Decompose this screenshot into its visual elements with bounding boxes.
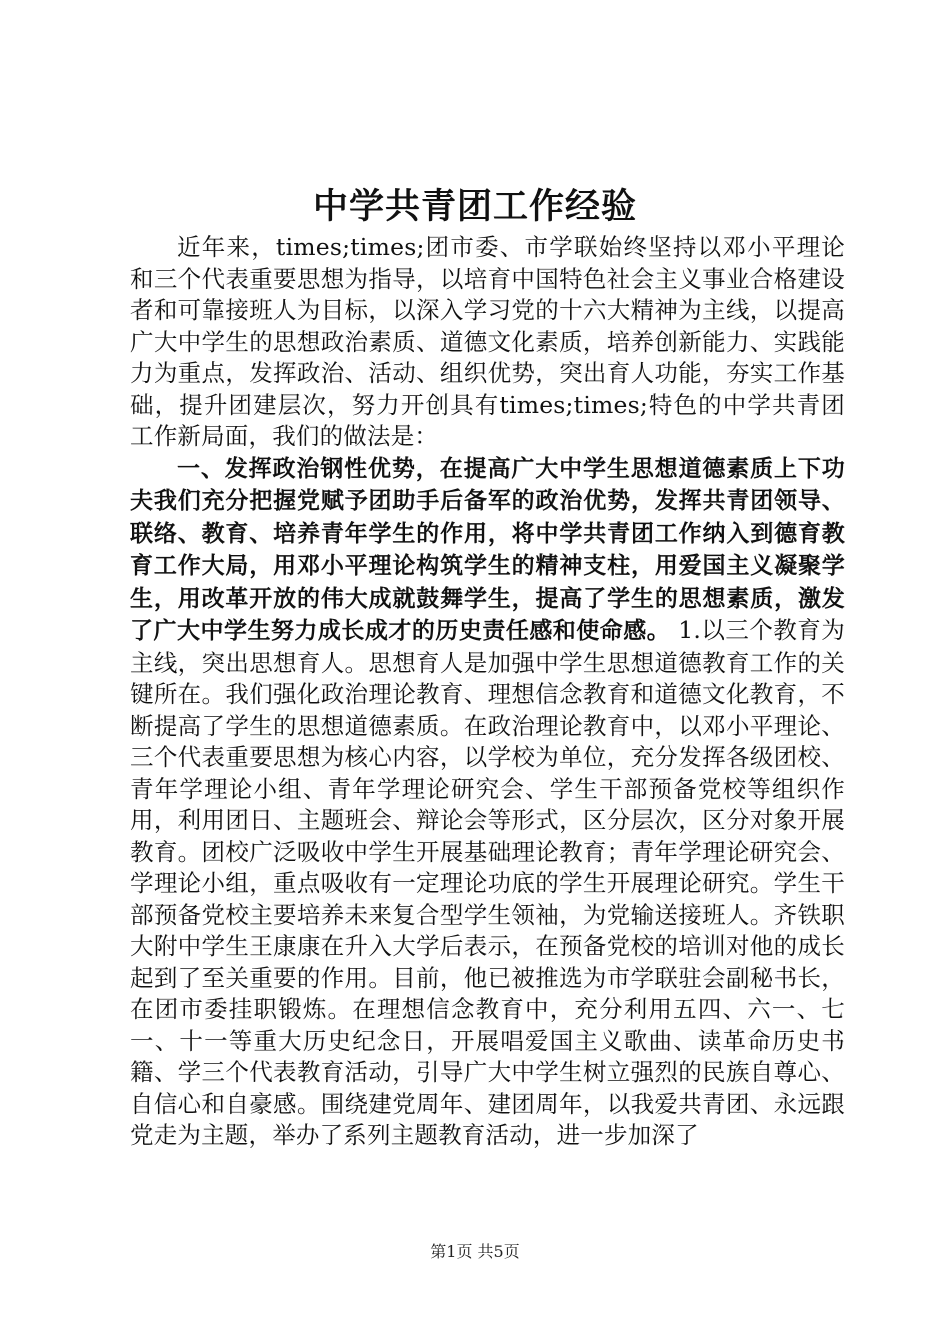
section-one-body: 1.以三个教育为主线，突出思想育人。思想育人是加强中学生思想道德教育工作的关键所在。我们强化政治理论教育、理想信念教育和道德文化教育，不断提高了学生的思想道德素质。在政治理论教育中，以邓小平理论、三个代表重要思想为核心内容，以学校为单位，充分发挥各级团校、青年学理论小组、青年学理论研究会、学生干部预备党校等组织作用，利用团日、主题班会、辩论会等形式，区分层次，区分对象开展教育。团校广泛吸收中学生开展基础理论教育；青年学理论研究会、学理论小组，重点吸收有一定理论功底的学生开展理论研究。学生干部预备党校主要培养未来复合型学生领袖，为党输送接班人。齐铁职大附中学生王康康在升入大学后表示，在预备党校的培训对他的成长起到了至关重要的作用。目前，他已被推选为市学联驻会副秘书长，在团市委挂职锻炼。在理想信念教育中，充分利用五四、六一、七一、十一等重大历史纪念日，开展唱爱国主义歌曲、读革命历史书籍、学三个代表教育活动，引导广大中学生树立强烈的民族自尊心、自信心和自豪感。围绕建党周年、建团周年，以我爱共青团、永远跟党走为主题，举办了系列主题教育活动，进一步加深了 [130,616,845,1149]
page-number-footer: 第1页 共5页 [430,1242,520,1261]
document-body [130,232,845,1152]
intro-paragraph: 近年来，times;times;团市委、市学联始终坚持以邓小平理论和三个代表重要思想为指导，以培育中国特色社会主义事业合格建设者和可靠接班人为目标，以深入学习党的十六大精神为主线，以提高广大中学生的思想政治素质、道德文化素质，培养创新能力、实践能力为重点，发挥政治、活动、组织优势，突出育人功能，夯实工作基础，提升团建层次，努力开创具有times;times;特色的中学共青团工作新局面，我们的做法是： [130,233,845,450]
section-one-paragraph [130,453,845,1152]
section-one-heading: 一、发挥政治钢性优势，在提高广大中学生思想道德素质上下功夫我们充分把握党赋予团助手后备军的政治优势，发挥共青团领导、联络、教育、培养青年学生的作用，将中学共青团工作纳入到德育教育工作大局，用邓小平理论构筑学生的精神支柱，用爱国主义凝聚学生，用改革开放的伟大成就鼓舞学生，提高了学生的思想素质，激发了广大中学生努力成长成才的历史责任感和使命感。 [130,455,845,644]
document-title: 中学共青团工作经验 [312,187,637,227]
